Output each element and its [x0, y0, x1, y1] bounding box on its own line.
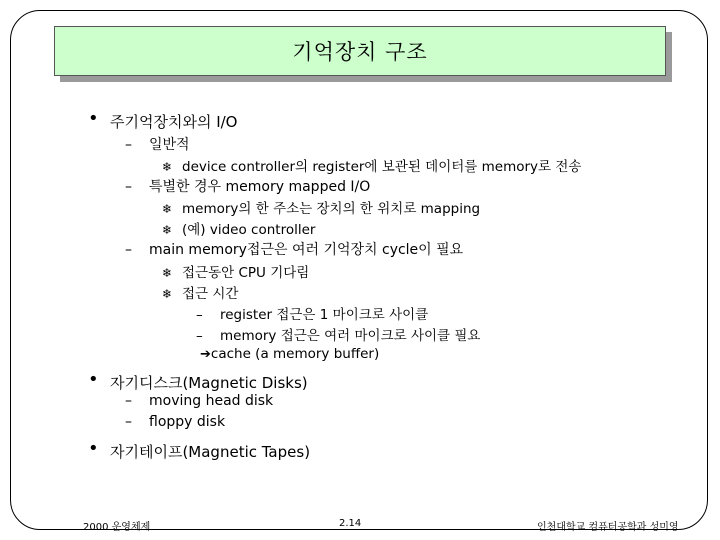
- level2-item: – 일반적: [125, 137, 190, 153]
- bullet-icon: •: [88, 108, 99, 129]
- snowflake-icon: ❄: [162, 202, 173, 216]
- level3-item: ❄ (예) video controller: [162, 222, 316, 238]
- dash-icon: –: [125, 179, 132, 195]
- dash-icon: –: [125, 414, 132, 430]
- bullet-icon: •: [88, 438, 99, 459]
- footer-left: 2000 운영체제: [83, 522, 151, 533]
- level3-item: ❄ memory의 한 주소는 장치의 한 위치로 mapping: [162, 201, 481, 217]
- title-box: [54, 26, 666, 76]
- level2-item: – 특별한 경우 memory mapped I/O: [125, 179, 371, 195]
- snowflake-icon: ❄: [162, 266, 173, 280]
- dash-icon: –: [125, 393, 132, 409]
- snowflake-icon: ❄: [162, 160, 173, 174]
- level4-item: – memory 접근은 여러 마이크로 사이클 필요: [196, 328, 481, 344]
- level3-item: ❄ 접근동안 CPU 기다림: [162, 265, 310, 281]
- level4-item: ➔cache (a memory buffer): [200, 346, 380, 362]
- level1-item: 주기억장치와의 I/O: [110, 113, 238, 131]
- dash-icon: –: [125, 242, 132, 258]
- footer-right: 인천대학교 컴퓨터공학과 성미영: [537, 522, 679, 533]
- level1-item: 자기디스크(Magnetic Disks): [110, 374, 308, 392]
- page-number: 2.14: [339, 518, 362, 529]
- level2-item: – main memory접근은 여러 기억장치 cycle이 필요: [125, 242, 464, 258]
- snowflake-icon: ❄: [162, 287, 173, 301]
- level3-item: ❄ 접근 시간: [162, 286, 239, 302]
- level1-item: 자기테이프(Magnetic Tapes): [110, 443, 311, 461]
- level2-item: – floppy disk: [125, 414, 226, 430]
- dash-icon: –: [125, 137, 132, 153]
- level3-item: ❄ device controller의 register에 보관된 데이터를 memory로 전송: [162, 159, 582, 175]
- dash-icon: –: [196, 328, 203, 344]
- arrow-right-icon: ➔: [200, 347, 211, 362]
- level2-item: – moving head disk: [125, 393, 274, 409]
- dash-icon: –: [196, 307, 203, 323]
- bullet-icon: •: [88, 369, 99, 390]
- slide-title: 기억장치 구조: [292, 40, 428, 64]
- snowflake-icon: ❄: [162, 223, 173, 237]
- level4-item: – register 접근은 1 마이크로 사이클: [196, 307, 429, 323]
